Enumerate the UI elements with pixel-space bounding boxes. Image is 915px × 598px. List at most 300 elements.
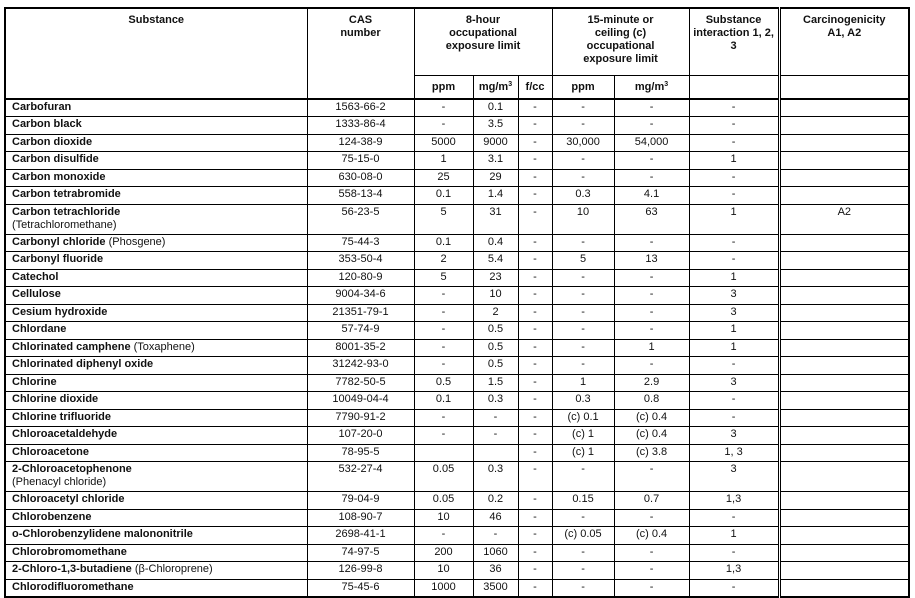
cell-15m-ppm: (c) 0.1 — [552, 409, 614, 427]
cell-8h-ppm: 5 — [414, 269, 473, 287]
cell-carcinogenicity — [779, 562, 909, 580]
cell-8h-mg-m3: 1.4 — [473, 187, 518, 205]
cell-15m-ppm: - — [552, 117, 614, 135]
cell-15m-ppm: 0.3 — [552, 392, 614, 410]
substance-name: Chloroacetaldehyde — [12, 428, 118, 440]
subheader-interaction-blank — [689, 75, 779, 99]
cell-15m-mg-m3: 4.1 — [614, 187, 689, 205]
cell-15m-mg-m3: 0.7 — [614, 492, 689, 510]
cell-8h-mg-m3: 23 — [473, 269, 518, 287]
table-row — [5, 99, 909, 117]
cell-8h-mg-m3: 0.1 — [473, 99, 518, 117]
cell-carcinogenicity — [779, 134, 909, 152]
cell-carcinogenicity — [779, 187, 909, 205]
substance-name: Carbonyl fluoride — [12, 253, 104, 265]
cell-8h-mg-m3: 0.5 — [473, 322, 518, 340]
cell-carcinogenicity — [779, 152, 909, 170]
cell-8h-fcc: - — [518, 374, 552, 392]
cell-8h-fcc: - — [518, 187, 552, 205]
cell-15m-ppm: - — [552, 339, 614, 357]
cell-15m-ppm: 0.15 — [552, 492, 614, 510]
table-row — [5, 409, 909, 427]
subheader-15m-mg-m3 — [614, 75, 689, 99]
cell-8h-fcc: - — [518, 269, 552, 287]
substance-name: Carbon tetrabromide — [12, 188, 121, 200]
cell-15m-mg-m3: - — [614, 152, 689, 170]
cell-15m-mg-m3: - — [614, 99, 689, 117]
cell-carcinogenicity — [779, 322, 909, 340]
cell-substance — [5, 99, 307, 117]
substance-name: Chlorobenzene — [12, 510, 92, 523]
table-row — [5, 562, 909, 580]
substance-name: Cellulose — [12, 288, 61, 300]
substance-name: Carbon monoxide — [12, 170, 106, 183]
cell-8h-ppm: - — [414, 287, 473, 305]
cell-8h-ppm: 0.1 — [414, 234, 473, 252]
cell-8h-fcc: - — [518, 579, 552, 597]
substance-name: Carbonyl chloride — [12, 235, 106, 248]
cell-15m-ppm: - — [552, 152, 614, 170]
cell-carcinogenicity — [779, 339, 909, 357]
cell-8h-mg-m3: 5.4 — [473, 252, 518, 270]
cell-15m-mg-m3: (c) 0.4 — [614, 409, 689, 427]
table-row — [5, 152, 909, 170]
cell-substance — [5, 579, 307, 597]
cell-interaction: - — [689, 509, 779, 527]
cell-cas-number: 7782-50-5 — [307, 374, 414, 392]
cell-substance — [5, 492, 307, 510]
cell-15m-mg-m3: - — [614, 462, 689, 492]
cell-15m-mg-m3: 13 — [614, 252, 689, 270]
cell-substance — [5, 427, 307, 445]
cell-15m-mg-m3: - — [614, 562, 689, 580]
substance-synonym: (Phenacyl chloride) — [12, 476, 107, 488]
subheader-8h-mg-m3 — [473, 75, 518, 99]
substance-name: Chlordane — [12, 323, 67, 335]
cell-15m-ppm: - — [552, 269, 614, 287]
cell-15m-mg-m3: - — [614, 544, 689, 562]
cell-cas-number: 107-20-0 — [307, 427, 414, 445]
cell-15m-mg-m3: - — [614, 304, 689, 322]
cell-15m-ppm: (c) 1 — [552, 427, 614, 445]
cell-carcinogenicity — [779, 374, 909, 392]
table-row — [5, 117, 909, 135]
cell-8h-fcc: - — [518, 99, 552, 117]
header-interaction-label: Substance interaction 1, 2, 3 — [693, 14, 774, 52]
cell-15m-ppm: 10 — [552, 204, 614, 234]
cell-cas-number: 353-50-4 — [307, 252, 414, 270]
cell-cas-number: 75-44-3 — [307, 234, 414, 252]
header-cas-number — [307, 8, 414, 99]
cell-interaction: - — [689, 544, 779, 562]
cell-carcinogenicity — [779, 579, 909, 597]
cell-interaction: 1,3 — [689, 492, 779, 510]
cell-8h-fcc: - — [518, 252, 552, 270]
cell-15m-ppm: 30,000 — [552, 134, 614, 152]
cell-8h-fcc: - — [518, 527, 552, 545]
cell-15m-ppm: - — [552, 169, 614, 187]
cell-8h-ppm: 0.1 — [414, 187, 473, 205]
cell-cas-number: 124-38-9 — [307, 134, 414, 152]
header-15-minute-label: 15-minute or ceiling (c) occupational exposure limit — [583, 14, 658, 65]
cell-substance — [5, 357, 307, 375]
cell-15m-mg-m3: - — [614, 269, 689, 287]
cell-15m-ppm: 0.3 — [552, 187, 614, 205]
cell-15m-ppm: - — [552, 322, 614, 340]
cell-carcinogenicity: A2 — [779, 204, 909, 234]
header-carcinogenicity — [779, 8, 909, 75]
cell-interaction: 3 — [689, 374, 779, 392]
cell-15m-mg-m3: - — [614, 357, 689, 375]
cell-8h-ppm: 5000 — [414, 134, 473, 152]
table-row — [5, 204, 909, 234]
cell-8h-ppm: - — [414, 339, 473, 357]
cell-8h-fcc: - — [518, 287, 552, 305]
cell-8h-ppm: - — [414, 527, 473, 545]
cell-carcinogenicity — [779, 269, 909, 287]
cell-15m-ppm: 5 — [552, 252, 614, 270]
cell-8h-ppm: - — [414, 322, 473, 340]
cell-8h-ppm: 25 — [414, 169, 473, 187]
cell-cas-number: 108-90-7 — [307, 509, 414, 527]
cell-8h-mg-m3: 46 — [473, 509, 518, 527]
cell-8h-fcc: - — [518, 562, 552, 580]
cell-substance — [5, 544, 307, 562]
cell-interaction: - — [689, 234, 779, 252]
cell-8h-mg-m3: 29 — [473, 169, 518, 187]
header-cas-label: CAS number — [340, 14, 381, 39]
cell-carcinogenicity — [779, 252, 909, 270]
cell-15m-ppm: (c) 0.05 — [552, 527, 614, 545]
cell-8h-fcc: - — [518, 409, 552, 427]
table-row — [5, 287, 909, 305]
cell-substance — [5, 134, 307, 152]
cell-substance — [5, 509, 307, 527]
header-15-minute-limit — [552, 8, 689, 75]
cell-8h-fcc: - — [518, 392, 552, 410]
cell-carcinogenicity — [779, 234, 909, 252]
substance-name: o-Chlorobenzylidene malononitrile — [12, 528, 193, 540]
cell-interaction: 3 — [689, 287, 779, 305]
cell-8h-ppm: 10 — [414, 562, 473, 580]
cell-8h-mg-m3: 0.3 — [473, 392, 518, 410]
substance-name: Chlorinated camphene — [12, 340, 131, 353]
header-carcinogenicity-label: Carcinogenicity A1, A2 — [803, 14, 886, 39]
cell-8h-fcc: - — [518, 304, 552, 322]
cell-cas-number: 630-08-0 — [307, 169, 414, 187]
cell-cas-number: 532-27-4 — [307, 462, 414, 492]
cell-8h-ppm: 0.05 — [414, 462, 473, 492]
cell-15m-ppm: (c) 1 — [552, 444, 614, 462]
substance-synonym: (Tetrachloromethane) — [12, 218, 117, 231]
cell-carcinogenicity — [779, 392, 909, 410]
substance-name: Carbon disulfide — [12, 153, 99, 165]
cell-15m-mg-m3: - — [614, 579, 689, 597]
substance-name: Chloroacetone — [12, 445, 90, 458]
cell-interaction: 1 — [689, 269, 779, 287]
cell-8h-mg-m3: 3.5 — [473, 117, 518, 135]
cell-8h-mg-m3: 0.3 — [473, 462, 518, 492]
cell-8h-fcc: - — [518, 134, 552, 152]
cell-15m-mg-m3: (c) 0.4 — [614, 427, 689, 445]
cell-8h-ppm: 200 — [414, 544, 473, 562]
substance-name: Chlorine trifluoride — [12, 410, 111, 423]
cell-15m-ppm: - — [552, 287, 614, 305]
cell-substance — [5, 409, 307, 427]
table-row — [5, 339, 909, 357]
cell-substance — [5, 187, 307, 205]
cell-8h-ppm: 0.05 — [414, 492, 473, 510]
cell-interaction: 1,3 — [689, 562, 779, 580]
substance-name: Chlorine — [12, 375, 57, 388]
table-row — [5, 169, 909, 187]
cell-carcinogenicity — [779, 287, 909, 305]
cell-8h-ppm: 10 — [414, 509, 473, 527]
superscript: 3 — [508, 80, 513, 88]
cell-carcinogenicity — [779, 462, 909, 492]
table-row — [5, 269, 909, 287]
cell-8h-mg-m3: 9000 — [473, 134, 518, 152]
cell-substance — [5, 252, 307, 270]
cell-15m-mg-m3: - — [614, 234, 689, 252]
cell-8h-fcc: - — [518, 544, 552, 562]
exposure-limits-table — [4, 7, 910, 598]
cell-interaction: - — [689, 117, 779, 135]
cell-interaction: - — [689, 169, 779, 187]
cell-15m-mg-m3: 0.8 — [614, 392, 689, 410]
cell-interaction: - — [689, 357, 779, 375]
cell-cas-number: 1563-66-2 — [307, 99, 414, 117]
cell-carcinogenicity — [779, 427, 909, 445]
cell-cas-number: 120-80-9 — [307, 269, 414, 287]
cell-substance — [5, 322, 307, 340]
cell-interaction: - — [689, 187, 779, 205]
cell-8h-mg-m3: - — [473, 409, 518, 427]
header-8-hour-label: 8-hour occupational exposure limit — [445, 14, 521, 52]
table-row — [5, 134, 909, 152]
cell-8h-mg-m3: - — [473, 527, 518, 545]
cell-cas-number: 21351-79-1 — [307, 304, 414, 322]
cell-substance — [5, 374, 307, 392]
cell-8h-ppm: - — [414, 427, 473, 445]
table-row — [5, 492, 909, 510]
cell-8h-ppm: - — [414, 117, 473, 135]
cell-substance — [5, 527, 307, 545]
cell-8h-fcc: - — [518, 509, 552, 527]
subheader-carcinogenicity-blank — [779, 75, 909, 99]
cell-cas-number: 9004-34-6 — [307, 287, 414, 305]
cell-interaction: 3 — [689, 427, 779, 445]
cell-8h-fcc: - — [518, 357, 552, 375]
cell-8h-ppm: - — [414, 409, 473, 427]
table-row — [5, 462, 909, 492]
cell-interaction: 1 — [689, 322, 779, 340]
table-row — [5, 527, 909, 545]
header-8-hour-limit — [414, 8, 552, 75]
cell-8h-ppm: - — [414, 357, 473, 375]
table-row — [5, 509, 909, 527]
cell-substance — [5, 339, 307, 357]
cell-15m-mg-m3: - — [614, 509, 689, 527]
substance-synonym: (Phosgene) — [105, 235, 166, 248]
cell-8h-mg-m3: 0.5 — [473, 357, 518, 375]
table-row — [5, 427, 909, 445]
cell-8h-fcc: - — [518, 322, 552, 340]
cell-carcinogenicity — [779, 409, 909, 427]
cell-8h-mg-m3: 0.4 — [473, 234, 518, 252]
cell-8h-ppm: - — [414, 99, 473, 117]
substance-synonym: (Toxaphene) — [130, 340, 195, 353]
substance-name: 2-Chloroacetophenone — [12, 463, 132, 475]
cell-8h-fcc: - — [518, 117, 552, 135]
cell-cas-number: 78-95-5 — [307, 444, 414, 462]
cell-cas-number: 56-23-5 — [307, 204, 414, 234]
cell-8h-mg-m3: 36 — [473, 562, 518, 580]
cell-8h-mg-m3: 3500 — [473, 579, 518, 597]
cell-15m-ppm: 1 — [552, 374, 614, 392]
header-substance: Substance — [5, 8, 307, 99]
cell-15m-ppm: - — [552, 562, 614, 580]
cell-interaction: - — [689, 409, 779, 427]
cell-interaction: - — [689, 252, 779, 270]
cell-8h-mg-m3: 1.5 — [473, 374, 518, 392]
substance-name: 2-Chloro-1,3-butadiene — [12, 563, 132, 575]
cell-interaction: 1 — [689, 527, 779, 545]
table-row — [5, 322, 909, 340]
cell-8h-fcc: - — [518, 152, 552, 170]
substance-name: Chlorinated diphenyl oxide — [12, 358, 154, 370]
cell-interaction: 1, 3 — [689, 444, 779, 462]
cell-8h-ppm: 5 — [414, 204, 473, 234]
cell-cas-number: 126-99-8 — [307, 562, 414, 580]
cell-carcinogenicity — [779, 99, 909, 117]
substance-name: Carbon tetrachloride — [12, 205, 121, 218]
cell-interaction: 1 — [689, 152, 779, 170]
substance-name: Chlorobromomethane — [12, 545, 127, 558]
cell-8h-mg-m3 — [473, 444, 518, 462]
cell-8h-ppm — [414, 444, 473, 462]
subheader-8h-ppm: ppm — [414, 75, 473, 99]
cell-8h-mg-m3: 0.2 — [473, 492, 518, 510]
cell-15m-mg-m3: 63 — [614, 204, 689, 234]
subheader-15m-ppm: ppm — [552, 75, 614, 99]
cell-8h-fcc: - — [518, 492, 552, 510]
cell-8h-ppm: - — [414, 304, 473, 322]
cell-substance — [5, 392, 307, 410]
cell-carcinogenicity — [779, 492, 909, 510]
cell-8h-mg-m3: 10 — [473, 287, 518, 305]
substance-name: Cesium hydroxide — [12, 305, 108, 318]
cell-cas-number: 75-45-6 — [307, 579, 414, 597]
cell-8h-fcc: - — [518, 444, 552, 462]
cell-substance — [5, 444, 307, 462]
cell-substance — [5, 287, 307, 305]
cell-15m-ppm: - — [552, 99, 614, 117]
cell-15m-mg-m3: 54,000 — [614, 134, 689, 152]
cell-8h-fcc: - — [518, 462, 552, 492]
cell-interaction: 3 — [689, 462, 779, 492]
cell-cas-number: 7790-91-2 — [307, 409, 414, 427]
cell-cas-number: 31242-93-0 — [307, 357, 414, 375]
table-row — [5, 374, 909, 392]
cell-15m-mg-m3: (c) 3.8 — [614, 444, 689, 462]
substance-name: Chloroacetyl chloride — [12, 493, 125, 505]
table-row — [5, 357, 909, 375]
header-substance-interaction — [689, 8, 779, 75]
cell-cas-number: 8001-35-2 — [307, 339, 414, 357]
table-row — [5, 252, 909, 270]
cell-cas-number: 10049-04-4 — [307, 392, 414, 410]
cell-8h-ppm: 1 — [414, 152, 473, 170]
cell-15m-mg-m3: - — [614, 169, 689, 187]
cell-carcinogenicity — [779, 117, 909, 135]
cell-15m-mg-m3: - — [614, 287, 689, 305]
table-row — [5, 187, 909, 205]
cell-carcinogenicity — [779, 527, 909, 545]
cell-interaction: - — [689, 392, 779, 410]
table-row — [5, 234, 909, 252]
cell-cas-number: 75-15-0 — [307, 152, 414, 170]
substance-synonym: (β-Chloroprene) — [131, 563, 213, 575]
cell-8h-fcc: - — [518, 234, 552, 252]
cell-8h-ppm: 1000 — [414, 579, 473, 597]
cell-8h-mg-m3: 1060 — [473, 544, 518, 562]
cell-cas-number: 1333-86-4 — [307, 117, 414, 135]
cell-interaction: 3 — [689, 304, 779, 322]
substance-name: Chlorine dioxide — [12, 393, 99, 405]
cell-15m-mg-m3: (c) 0.4 — [614, 527, 689, 545]
cell-15m-ppm: - — [552, 304, 614, 322]
cell-15m-ppm: - — [552, 462, 614, 492]
cell-cas-number: 74-97-5 — [307, 544, 414, 562]
cell-substance — [5, 234, 307, 252]
cell-8h-mg-m3: 0.5 — [473, 339, 518, 357]
cell-15m-mg-m3: - — [614, 322, 689, 340]
cell-carcinogenicity — [779, 544, 909, 562]
cell-8h-fcc: - — [518, 169, 552, 187]
table-row — [5, 304, 909, 322]
cell-8h-ppm: 2 — [414, 252, 473, 270]
cell-15m-ppm: - — [552, 509, 614, 527]
cell-8h-mg-m3: 3.1 — [473, 152, 518, 170]
cell-15m-mg-m3: 2.9 — [614, 374, 689, 392]
table-row — [5, 579, 909, 597]
table-row — [5, 544, 909, 562]
cell-carcinogenicity — [779, 304, 909, 322]
cell-cas-number: 79-04-9 — [307, 492, 414, 510]
cell-interaction: - — [689, 99, 779, 117]
cell-8h-ppm: 0.1 — [414, 392, 473, 410]
cell-interaction: - — [689, 134, 779, 152]
cell-carcinogenicity — [779, 357, 909, 375]
cell-15m-ppm: - — [552, 234, 614, 252]
cell-substance — [5, 117, 307, 135]
cell-cas-number: 57-74-9 — [307, 322, 414, 340]
cell-8h-fcc: - — [518, 204, 552, 234]
substance-name: Chlorodifluoromethane — [12, 580, 134, 593]
cell-8h-ppm: 0.5 — [414, 374, 473, 392]
cell-substance — [5, 204, 307, 234]
cell-substance — [5, 152, 307, 170]
cell-15m-ppm: - — [552, 579, 614, 597]
cell-8h-mg-m3: - — [473, 427, 518, 445]
cell-substance — [5, 304, 307, 322]
table-row — [5, 444, 909, 462]
superscript: 3 — [664, 80, 669, 88]
table-row — [5, 392, 909, 410]
cell-interaction: 1 — [689, 204, 779, 234]
substance-name: Catechol — [12, 270, 59, 283]
